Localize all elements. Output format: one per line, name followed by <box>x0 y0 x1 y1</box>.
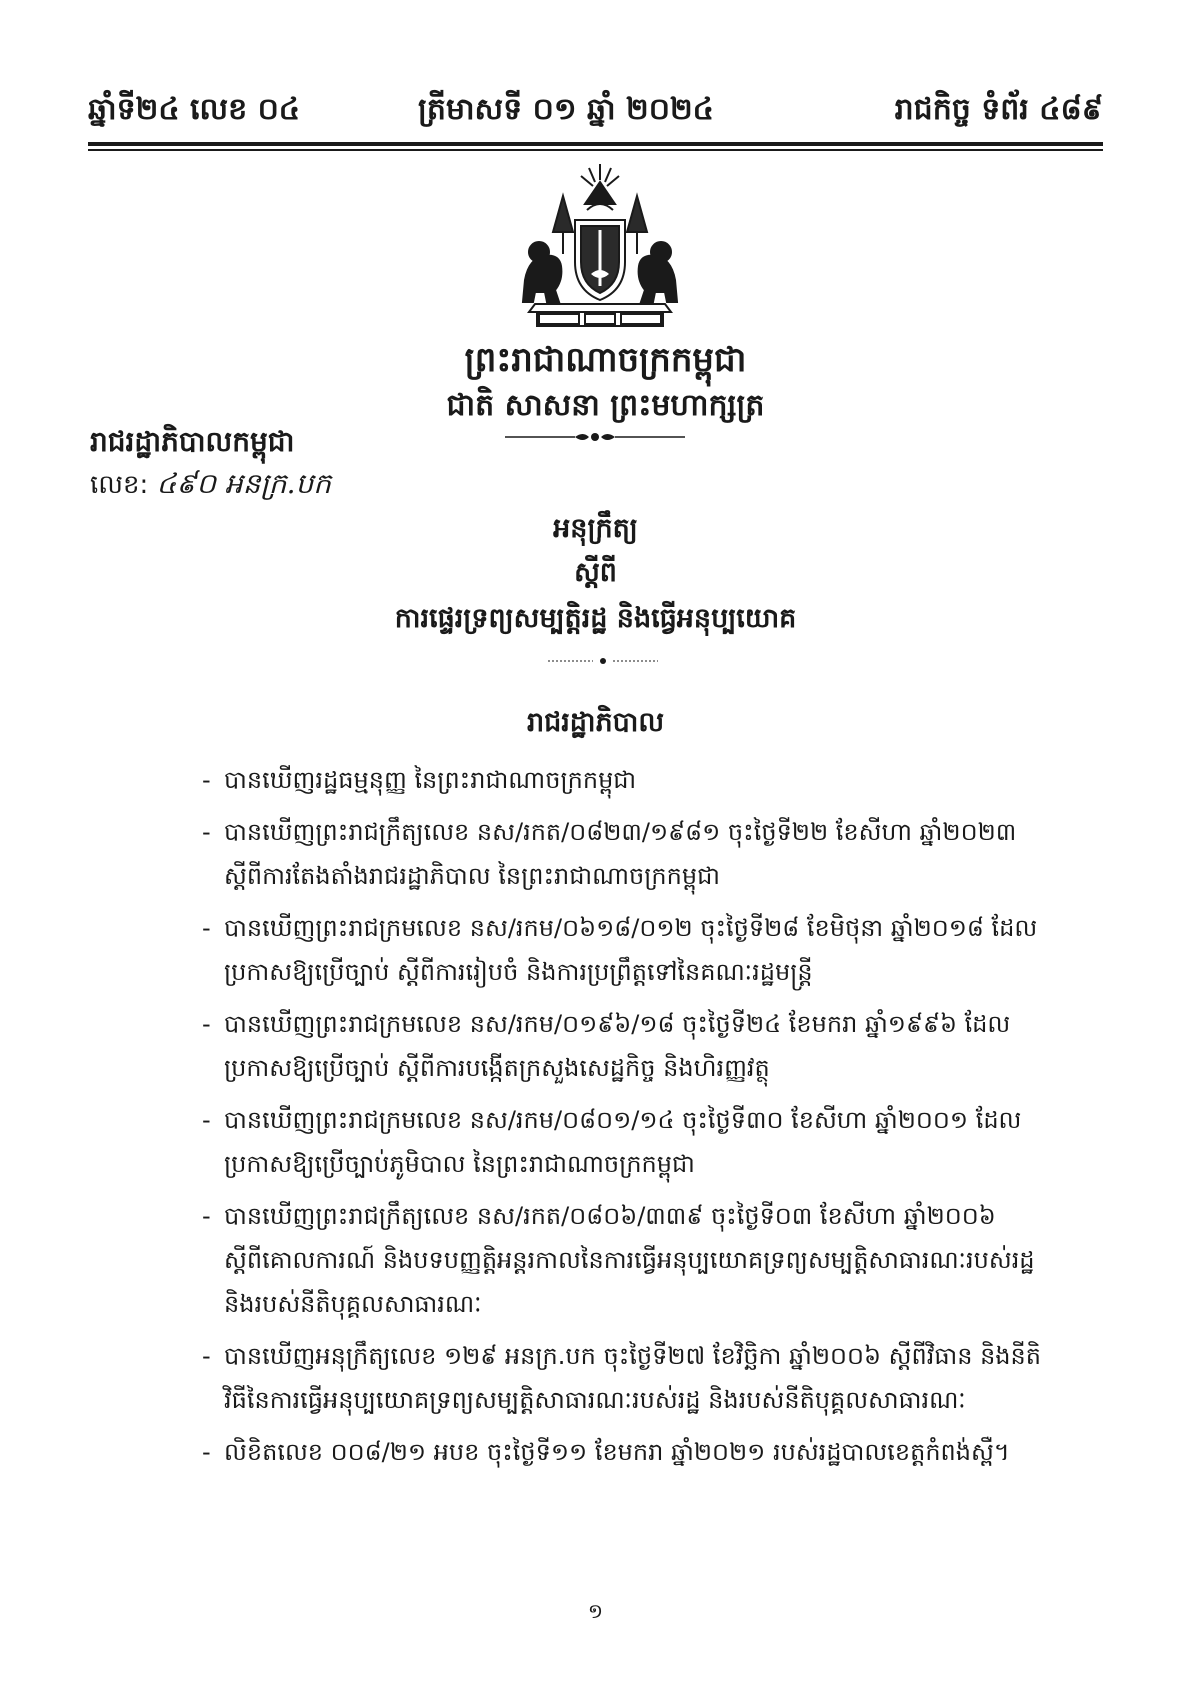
ornament-divider-top <box>505 430 685 444</box>
header-rule-thin <box>88 149 1103 151</box>
reference-label: លេខ: <box>90 470 149 500</box>
recitals-list <box>202 758 1041 1482</box>
recital-text: បានឃើញព្រះរាជក្រឹត្យលេខ នស/រកត/០៨២៣/១៩៨១ ចុះថ្ងៃទី២២ ខែសីហា ឆ្នាំ២០២៣ ស្តីពីការតែងតាំងរាជរដ្ឋាភិបាល នៃព្រះរាជាណាចក្រកម្ពុជា <box>224 818 1017 890</box>
recital-text: បានឃើញព្រះរាជក្រមលេខ នស/រកម/០៦១៨/០១២ ចុះថ្ងៃទី២៨ ខែមិថុនា ឆ្នាំ២០១៨ ដែលប្រកាសឱ្យប្រើច្បាប់ ស្តីពីការរៀបចំ និងការប្រព្រឹត្តទៅនៃគណៈរដ្ឋមន្ត្រី <box>224 914 1038 986</box>
recital-item: - បានឃើញព្រះរាជក្រឹត្យលេខ នស/រកត/០៨០៦/៣៣៩ ចុះថ្ងៃទី០៣ ខែសីហា ឆ្នាំ២០០៦ ស្តីពីគោលការណ៍ និងបទបញ្ញត្តិអន្តរកាលនៃការធ្វើអនុប្បយោគទ្រព្យសម្បត្តិសាធារណៈរបស់រដ្ឋ និងរបស់នីតិបុគ្គលសាធារណៈ <box>202 1202 1035 1318</box>
recital-item: - បានឃើញព្រះរាជក្រមលេខ នស/រកម/០៦១៨/០១២ ចុះថ្ងៃទី២៨ ខែមិថុនា ឆ្នាំ២០១៨ ដែលប្រកាសឱ្យប្រើច្បាប់ ស្តីពីការរៀបចំ និងការប្រព្រឹត្តទៅនៃគណៈរដ្ឋមន្ត្រី <box>202 914 1038 986</box>
document-type: អនុក្រឹត្យ <box>553 513 638 544</box>
document-on-label: ស្តីពី <box>574 557 617 588</box>
page-number: ១ <box>587 1599 604 1623</box>
recital-text: បានឃើញព្រះរាជក្រឹត្យលេខ នស/រកត/០៨០៦/៣៣៩ ចុះថ្ងៃទី០៣ ខែសីហា ឆ្នាំ២០០៦ ស្តីពីគោលការណ៍ និងបទបញ្ញត្តិអន្តរកាលនៃការធ្វើអនុប្បយោគទ្រព្យសម្បត្តិសាធារណៈរបស់រដ្ឋ និងរបស់នីតិបុគ្គលសាធារណៈ <box>224 1202 1035 1318</box>
kingdom-title: ព្រះរាជាណាចក្រកម្ពុជា <box>464 340 747 380</box>
recital-text: លិខិតលេខ ០០៨/២១ អបខ ចុះថ្ងៃទី១១ ខែមករា ឆ្នាំ២០២១ របស់រដ្ឋបាលខេត្តកំពង់ស្ពឺ។ <box>224 1438 1010 1466</box>
header-quarter: ត្រីមាសទី ០១ ឆ្នាំ ២០២៤ <box>418 92 714 127</box>
body-heading: រាជរដ្ឋាភិបាល <box>526 707 665 738</box>
recital-item: - លិខិតលេខ ០០៨/២១ អបខ ចុះថ្ងៃទី១១ ខែមករា ឆ្នាំ២០២១ របស់រដ្ឋបាលខេត្តកំពង់ស្ពឺ។ <box>202 1438 1010 1466</box>
recital-item: - បានឃើញរដ្ឋធម្មនុញ្ញ នៃព្រះរាជាណាចក្រកម្ពុជា <box>202 766 637 794</box>
reference-handwritten-value: ៤៩០ អនក្រ.បក <box>156 467 332 500</box>
header-year-issue: ឆ្នាំទី២៤ លេខ ០៤ <box>88 92 301 127</box>
header-page-ref: រាជកិច្ច ទំព័រ ៤៨៩ <box>894 92 1103 127</box>
issuing-government: រាជរដ្ឋាភិបាលកម្ពុជា <box>90 425 295 458</box>
reference-number <box>90 466 331 507</box>
ornament-divider-bottom <box>548 656 658 666</box>
royal-coat-of-arms-emblem <box>515 162 685 330</box>
national-motto: ជាតិ សាសនា ព្រះមហាក្សត្រ <box>446 388 765 423</box>
recital-item: - បានឃើញព្រះរាជក្រមលេខ នស/រកម/០៨០១/១៤ ចុះថ្ងៃទី៣០ ខែសីហា ឆ្នាំ២០០១ ដែលប្រកាសឱ្យប្រើច្បាប់ភូមិបាល នៃព្រះរាជាណាចក្រកម្ពុជា <box>202 1106 1022 1178</box>
recital-text: បានឃើញព្រះរាជក្រមលេខ នស/រកម/០១៩៦/១៨ ចុះថ្ងៃទី២៤ ខែមករា ឆ្នាំ១៩៩៦ ដែលប្រកាសឱ្យប្រើច្បាប់ ស្តីពីការបង្កើតក្រសួងសេដ្ឋកិច្ច និងហិរញ្ញវត្ថុ <box>224 1010 1011 1082</box>
recital-text: បានឃើញរដ្ឋធម្មនុញ្ញ នៃព្រះរាជាណាចក្រកម្ពុជា <box>224 766 637 794</box>
document-subject: ការផ្ទេរទ្រព្យសម្បត្តិរដ្ឋ និងធ្វើអនុប្បយោគ <box>394 603 797 634</box>
recital-text: បានឃើញព្រះរាជក្រមលេខ នស/រកម/០៨០១/១៤ ចុះថ្ងៃទី៣០ ខែសីហា ឆ្នាំ២០០១ ដែលប្រកាសឱ្យប្រើច្បាប់ភូមិបាល នៃព្រះរាជាណាចក្រកម្ពុជា <box>224 1106 1022 1178</box>
gazette-header <box>88 90 1103 136</box>
recital-item: - បានឃើញព្រះរាជក្រមលេខ នស/រកម/០១៩៦/១៨ ចុះថ្ងៃទី២៤ ខែមករា ឆ្នាំ១៩៩៦ ដែលប្រកាសឱ្យប្រើច្បាប់ ស្តីពីការបង្កើតក្រសួងសេដ្ឋកិច្ច និងហិរញ្ញវត្ថុ <box>202 1010 1011 1082</box>
recital-item: - បានឃើញព្រះរាជក្រឹត្យលេខ នស/រកត/០៨២៣/១៩៨១ ចុះថ្ងៃទី២២ ខែសីហា ឆ្នាំ២០២៣ ស្តីពីការតែងតាំងរាជរដ្ឋាភិបាល នៃព្រះរាជាណាចក្រកម្ពុជា <box>202 818 1017 890</box>
header-rule-thick <box>88 142 1103 146</box>
recital-item: - បានឃើញអនុក្រឹត្យលេខ ១២៩ អនក្រ.បក ចុះថ្ងៃទី២៧ ខែវិច្ឆិកា ឆ្នាំ២០០៦ ស្តីពីវិធាន និងនីតិវិធីនៃការធ្វើអនុប្បយោគទ្រព្យសម្បត្តិសាធារណៈរបស់រដ្ឋ និងរបស់នីតិបុគ្គលសាធារណៈ <box>202 1342 1042 1414</box>
recital-text: បានឃើញអនុក្រឹត្យលេខ ១២៩ អនក្រ.បក ចុះថ្ងៃទី២៧ ខែវិច្ឆិកា ឆ្នាំ២០០៦ ស្តីពីវិធាន និងនីតិវិធីនៃការធ្វើអនុប្បយោគទ្រព្យសម្បត្តិសាធារណៈរបស់រដ្ឋ និងរបស់នីតិបុគ្គលសាធារណៈ <box>224 1342 1042 1414</box>
